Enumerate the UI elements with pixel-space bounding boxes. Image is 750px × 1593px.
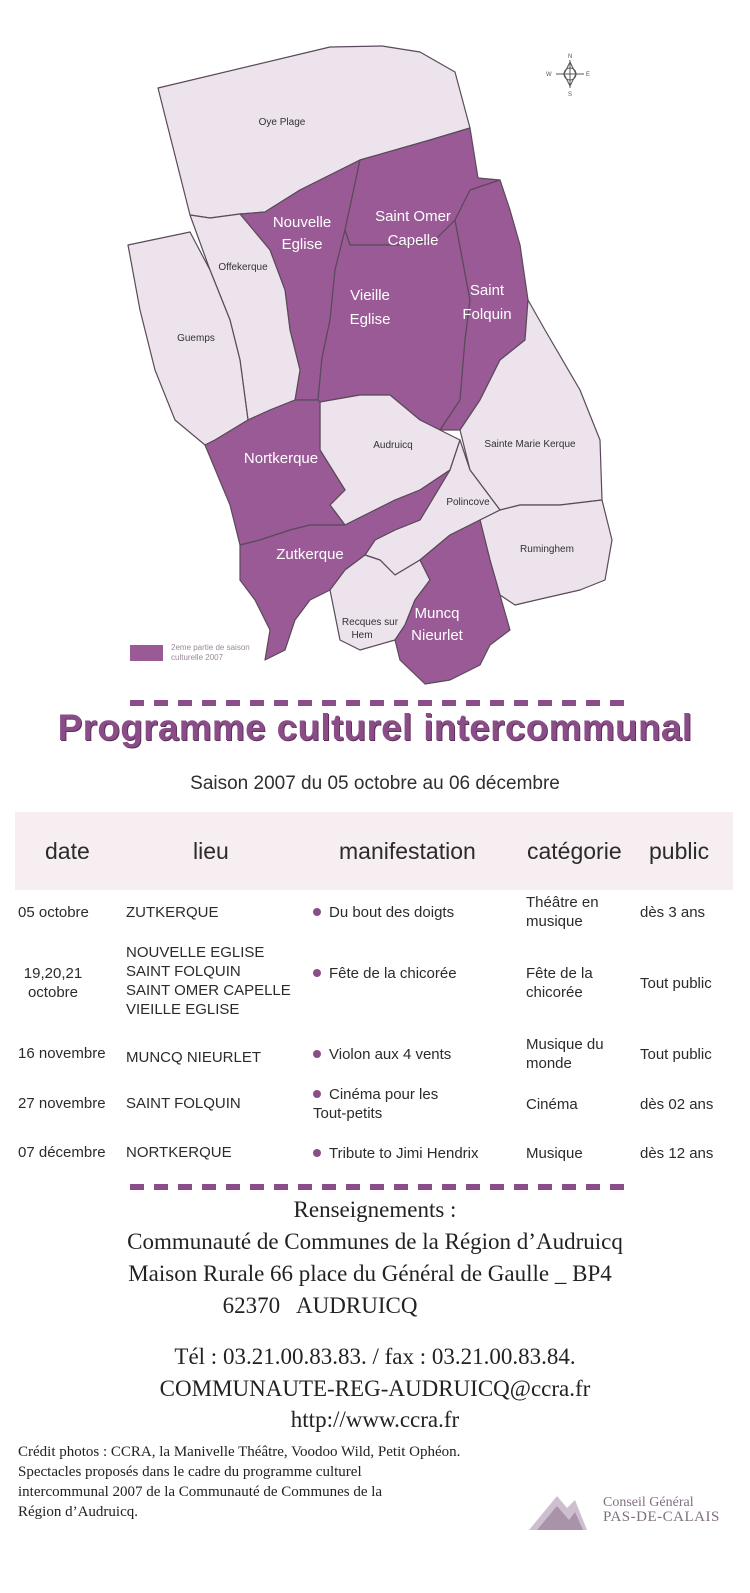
- contact-phone: Tél : 03.21.00.83.83. / fax : 03.21.00.83.84.: [174, 1344, 576, 1369]
- label-offekerque: Offekerque: [218, 262, 268, 273]
- bullet-icon: [313, 1149, 321, 1157]
- row4-public: dès 02 ans: [640, 1096, 714, 1113]
- municipality-map: [0, 0, 750, 700]
- row2-categorie: Fête de la chicorée: [526, 965, 593, 1001]
- row1-manifestation: Du bout des doigts: [313, 903, 454, 922]
- credits-line-3: intercommunal 2007 de la Communauté de Communes de la: [18, 1484, 383, 1500]
- col-header-categorie: catégorie: [527, 838, 622, 864]
- label-guemps: Guemps: [177, 333, 215, 344]
- row1-lieu: ZUTKERQUE: [126, 904, 219, 921]
- legend-swatch: [130, 645, 163, 661]
- label-muncq-nieurlet: Muncq Nieurlet: [411, 605, 463, 644]
- contact-address: Maison Rurale 66 place du Général de Gaulle _ BP4: [128, 1261, 612, 1286]
- row5-manifestation: Tribute to Jimi Hendrix: [313, 1144, 479, 1163]
- col-header-manifestation: manifestation: [339, 838, 476, 864]
- col-header-public: public: [649, 838, 710, 864]
- row2-manifestation: Fête de la chicorée: [313, 964, 457, 983]
- label-audruicq: Audruicq: [373, 440, 413, 451]
- label-sainte-marie-kerque: Sainte Marie Kerque: [484, 439, 576, 450]
- row4-date: 27 novembre: [18, 1095, 106, 1112]
- row5-lieu: NORTKERQUE: [126, 1144, 232, 1161]
- row4-manifestation: Cinéma pour les Tout-petits: [313, 1086, 439, 1122]
- contact-email[interactable]: COMMUNAUTE-REG-AUDRUICQ@ccra.fr: [159, 1376, 591, 1401]
- row2-date: 19,20,21 octobre: [23, 965, 83, 1001]
- label-nouvelle-eglise: Nouvelle Eglise: [272, 214, 332, 253]
- label-polincove: Polincove: [446, 497, 490, 508]
- logo-text: Conseil Général PAS-DE-CALAIS: [603, 1495, 720, 1525]
- compass-e: E: [586, 72, 591, 78]
- row3-manifestation: Violon aux 4 vents: [313, 1045, 451, 1064]
- col-header-lieu: lieu: [193, 838, 229, 864]
- row3-public: Tout public: [640, 1046, 712, 1063]
- label-vieille-eglise: Vieille Eglise: [349, 287, 391, 328]
- row2-lieu: NOUVELLE EGLISE SAINT FOLQUIN SAINT OMER CAPELLE VIEILLE EGLISE: [126, 944, 291, 1018]
- legend-text: 2eme partie de saison culturelle 2007: [171, 643, 250, 662]
- row1-date: 05 octobre: [18, 904, 89, 921]
- compass-s: S: [568, 92, 573, 98]
- row5-date: 07 décembre: [18, 1144, 106, 1161]
- label-oye-plage: Oye Plage: [258, 117, 306, 128]
- label-recques-sur-hem: Recques sur Hem: [341, 617, 399, 641]
- col-header-date: date: [45, 838, 90, 864]
- row3-categorie: Musique du monde: [526, 1036, 604, 1072]
- season-subtitle: Saison 2007 du 05 octobre au 06 décembre: [190, 773, 560, 794]
- bullet-icon: [313, 1090, 321, 1098]
- row4-lieu: SAINT FOLQUIN: [126, 1095, 241, 1112]
- credits-line-2: Spectacles proposés dans le cadre du programme culturel: [18, 1464, 362, 1480]
- row5-categorie: Musique: [526, 1145, 583, 1162]
- credits-line-1: Crédit photos : CCRA, la Manivelle Théâtre, Voodoo Wild, Petit Ophéon.: [18, 1444, 461, 1460]
- bullet-icon: [313, 908, 321, 916]
- bullet-icon: [313, 1050, 321, 1058]
- row1-public: dès 3 ans: [640, 904, 706, 921]
- row2-public: Tout public: [640, 975, 712, 992]
- row1-categorie: Théâtre en musique: [526, 894, 599, 930]
- bullet-icon: [313, 969, 321, 977]
- divider-top: [130, 700, 630, 706]
- row4-categorie: Cinéma: [526, 1096, 578, 1113]
- contact-org: Communauté de Communes de la Région d’Audruicq: [127, 1229, 623, 1254]
- divider-bottom: [130, 1184, 630, 1190]
- page-title: Programme culturel intercommunal: [57, 707, 693, 748]
- contact-website-link[interactable]: http://www.ccra.fr: [290, 1407, 460, 1432]
- label-nortkerque: Nortkerque: [243, 450, 319, 467]
- label-zutkerque: Zutkerque: [276, 546, 344, 563]
- row3-date: 16 novembre: [18, 1045, 106, 1062]
- row3-lieu: MUNCQ NIEURLET: [126, 1049, 262, 1066]
- compass-n: N: [568, 54, 573, 60]
- label-saint-omer-capelle: Saint Omer Capelle: [375, 208, 451, 249]
- row5-public: dès 12 ans: [640, 1145, 714, 1162]
- credits-line-4: Région d’Audruicq.: [18, 1504, 138, 1520]
- label-saint-folquin: Saint Folquin: [462, 282, 512, 323]
- contact-city: 62370 AUDRUICQ: [222, 1293, 418, 1318]
- contact-heading: Renseignements :: [293, 1197, 457, 1222]
- compass-icon: [556, 60, 584, 88]
- label-ruminghem: Ruminghem: [520, 544, 574, 555]
- compass-w: W: [546, 72, 552, 78]
